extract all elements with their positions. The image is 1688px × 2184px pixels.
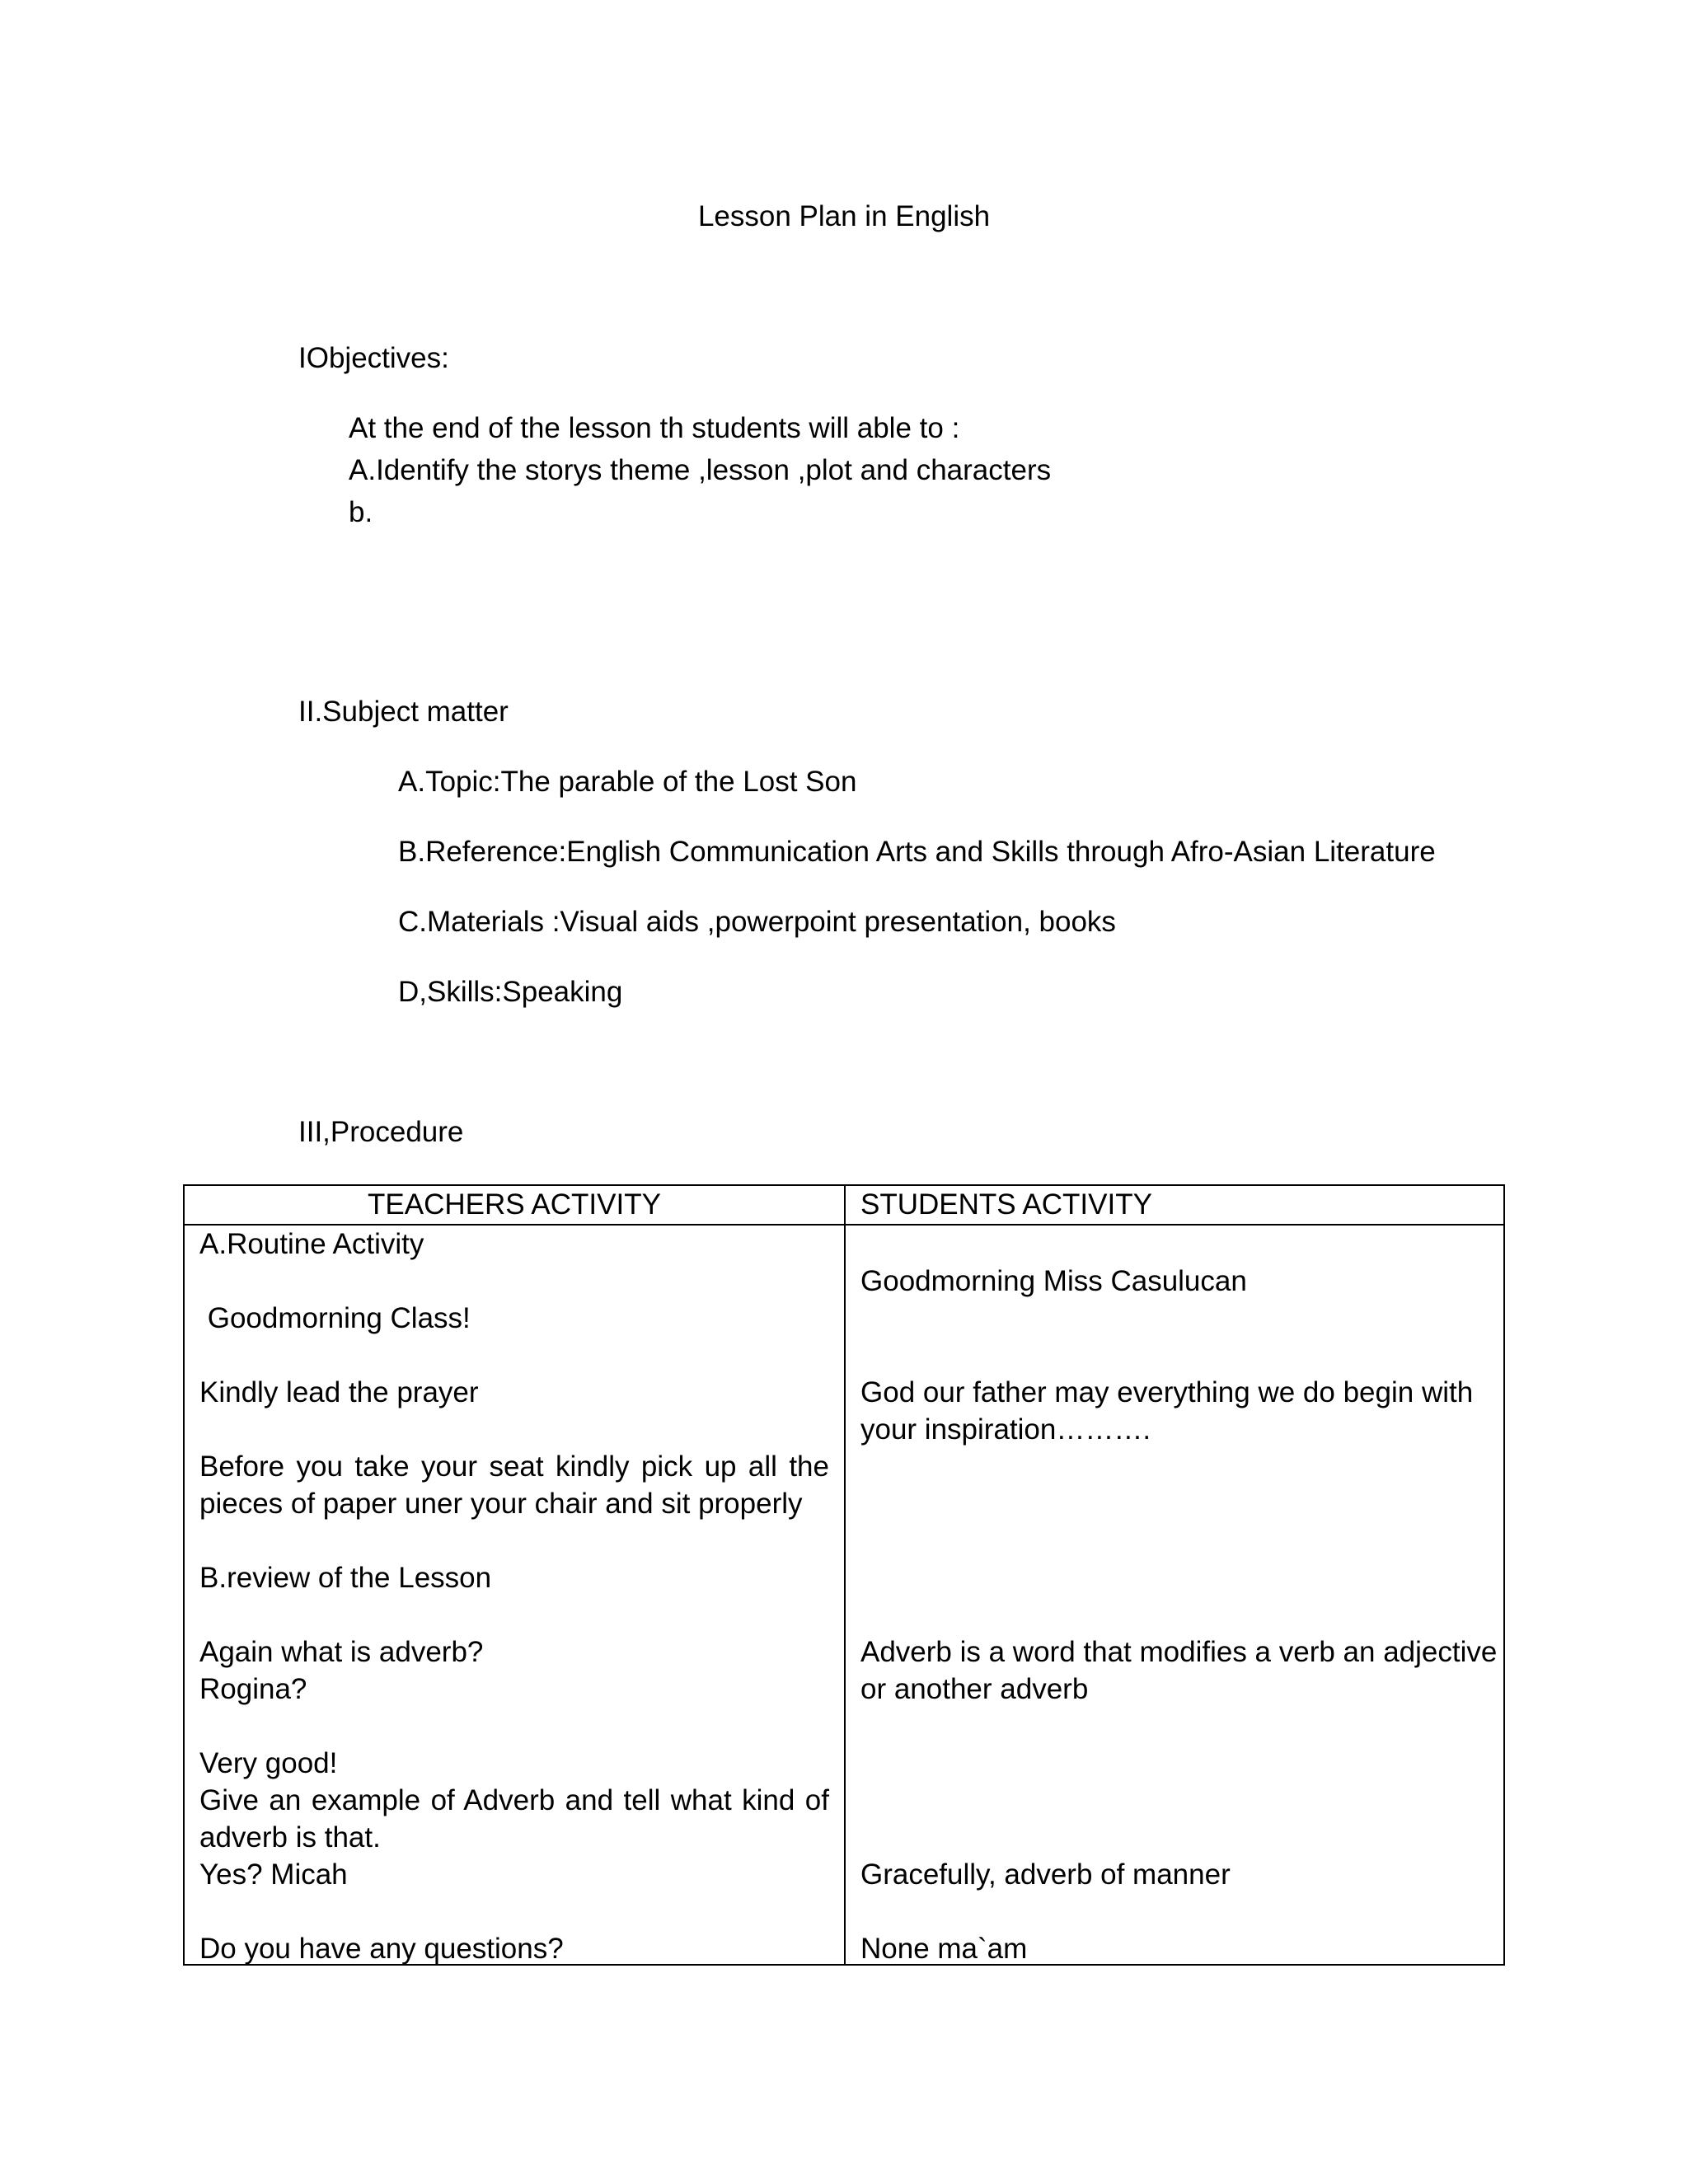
teacher-line: Yes? Micah	[199, 1858, 348, 1891]
teacher-line: Do you have any questions?	[199, 1933, 564, 1965]
document-title: Lesson Plan in English	[697, 200, 991, 232]
student-line: Adverb is a word that modifies a verb an adjective	[860, 1636, 1498, 1668]
teacher-line: pieces of paper uner your chair and sit properly	[199, 1488, 803, 1520]
objectives-heading: IObjectives:	[298, 342, 449, 374]
teacher-line: Rogina?	[199, 1673, 307, 1705]
teacher-line: Again what is adverb?	[199, 1636, 484, 1668]
objective-item-a: A.Identify the storys theme ,lesson ,plot and characters	[349, 454, 1052, 486]
procedure-heading: III,Procedure	[298, 1116, 464, 1148]
teacher-activity-header: TEACHERS ACTIVITY	[368, 1188, 661, 1221]
student-line: or another adverb	[860, 1673, 1089, 1705]
student-line: Gracefully, adverb of manner	[860, 1858, 1231, 1891]
objective-item-b: b.	[349, 496, 373, 528]
subject-materials: C.Materials :Visual aids ,powerpoint presentation, books	[398, 906, 1116, 938]
table-column-divider	[844, 1186, 846, 1964]
teacher-line: Give an example of Adverb and tell what kind of	[199, 1784, 829, 1816]
student-line: None ma`am	[860, 1933, 1028, 1965]
teacher-line: B.review of the Lesson	[199, 1562, 492, 1594]
student-line: God our father may everything we do begin with	[860, 1376, 1474, 1408]
subject-topic: A.Topic:The parable of the Lost Son	[398, 766, 857, 798]
teacher-line: A.Routine Activity	[199, 1228, 424, 1260]
objectives-intro: At the end of the lesson th students will able to :	[349, 412, 960, 444]
teacher-line: Kindly lead the prayer	[199, 1376, 479, 1408]
subject-skills: D,Skills:Speaking	[398, 976, 623, 1008]
student-line: Goodmorning Miss Casulucan	[860, 1265, 1247, 1297]
teacher-line: adverb is that.	[199, 1821, 381, 1854]
subject-reference: B.Reference:English Communication Arts and Skills through Afro-Asian Literature	[398, 836, 1436, 868]
student-activity-header: STUDENTS ACTIVITY	[860, 1188, 1152, 1221]
teacher-line: Before you take your seat kindly pick up all the	[199, 1451, 829, 1483]
procedure-table	[183, 1184, 1505, 1966]
teacher-line: Goodmorning Class!	[199, 1302, 471, 1334]
student-line: your inspiration……….	[860, 1413, 1151, 1446]
subject-matter-heading: II.Subject matter	[298, 696, 509, 728]
teacher-line: Very good!	[199, 1747, 338, 1779]
